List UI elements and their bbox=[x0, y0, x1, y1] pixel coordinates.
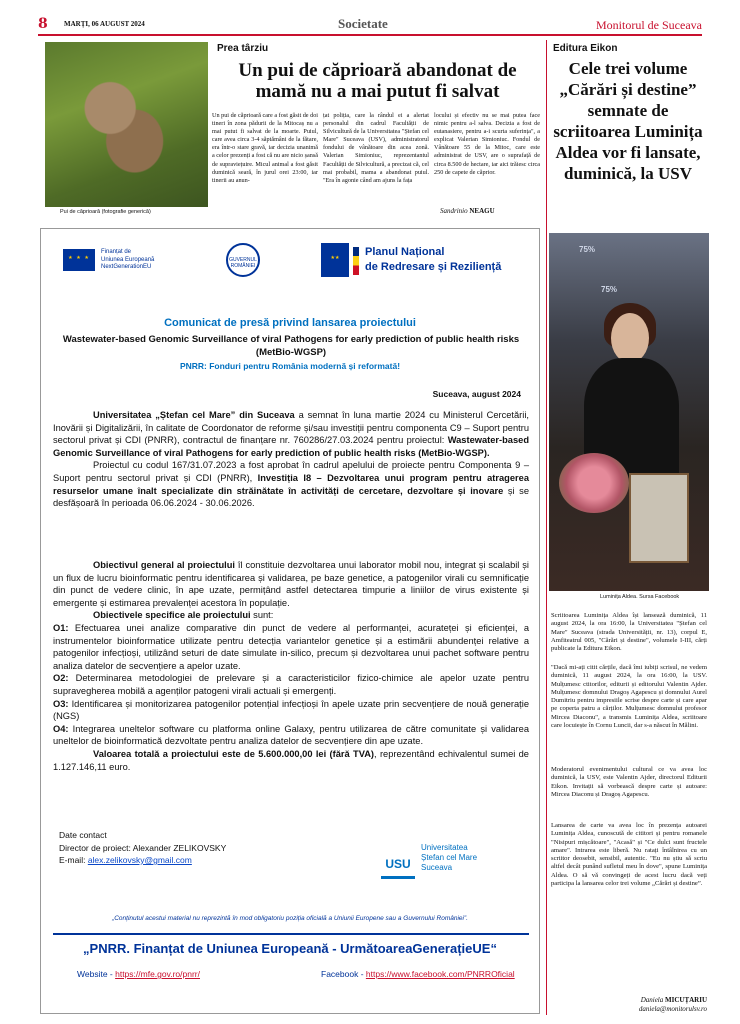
article2-paragraph: "Dacă mi-ați citit cărțile, dacă îmi iubiți scrisul, ne vedem duminică, 11 august 2024, la ora 16:00, la USV. Mulțumesc ctitorilor, editurii și editorului Valentin Ajder. Mulțumesc domnului Dragoș Agapescu și domnului Aurel Dumitriu pentru impresiile scrise despre carte și care apar pe coperta patru a cărților. Mulțumesc domnului profesor Mircea Diaconu", a transmis Luminița Aldea, scriitoare care locuiește în Cornu Luncii, dar s-a născut în Mălini. bbox=[551, 664, 707, 730]
eu-stars: ★ ★ ★ bbox=[68, 255, 90, 261]
objective-item bbox=[53, 672, 529, 697]
text: Determinarea metodologiei de prelevare și a caracteristicilor fizico-chimice ale apelor uzate pentru supravegherea mobilă a agenților patogeni virali actuali și emergenți. bbox=[53, 673, 529, 696]
byline-last: NEAGU bbox=[469, 207, 495, 215]
usv-line: Universitatea bbox=[421, 843, 468, 852]
pnrr-flag-icon bbox=[321, 243, 349, 277]
objective-item bbox=[53, 723, 529, 748]
usv-line: Ștefan cel Mare bbox=[421, 853, 478, 862]
section-title: Societate bbox=[338, 16, 388, 31]
pnrr-label bbox=[365, 245, 501, 275]
fawn-photo-caption: Pui de căprioară (fotografie generică) bbox=[60, 209, 151, 215]
eu-line: NextGenerationEU bbox=[101, 264, 152, 270]
eu-line: Finanțat de bbox=[101, 249, 132, 255]
byline-email: daniela@monitorulsv.ro bbox=[638, 1005, 707, 1013]
contact-email-link[interactable]: alex.zelikovsky@gmail.com bbox=[87, 855, 192, 865]
facebook-label: Facebook - bbox=[321, 969, 366, 979]
bold-text: Wastewater-based Genomic Surveillance of viral Pathogens for early prediction of public health risks (MetBio-WGSP). bbox=[53, 435, 529, 458]
usv-label bbox=[421, 843, 477, 873]
pnrr-stars: ★★ bbox=[330, 255, 340, 261]
contact-line: Director de proiect: Alexander ZELIKOVSKY bbox=[59, 842, 227, 853]
article1-byline bbox=[440, 207, 495, 215]
objective-item bbox=[53, 698, 529, 723]
article1-col3: locului și efectiv nu se mai putea face nimic pentru a-l salva. Decizia a fost de eutanasiere, pentru a-i scurta suferința", a explicat Valerian Simioniuc. Fondul de Vânătoare 55 de la Mitoc, care este administrat de USV, are o suprafață de circa 8.500 de hectare, iar aici trăiesc circa 250 de capete de căprior. bbox=[434, 112, 540, 176]
issue-date: MARȚI, 06 AUGUST 2024 bbox=[64, 20, 145, 28]
bold-text: O3: bbox=[53, 698, 69, 709]
article2-paragraph: Scriitoarea Luminița Aldea își lansează duminică, 11 august 2024, la ora 16:00, la Universitatea "Ștefan cel Mare" Suceava (strada Universității, nr. 13), corpul E, Amfiteatrul 005, "Cărări și destine", volumele I-III, cărți publicate la Editura Eikon. bbox=[551, 612, 707, 653]
release-paragraph bbox=[53, 559, 529, 609]
byline-first: Sandrinio bbox=[440, 207, 468, 215]
byline-last: MICUȚARIU bbox=[665, 996, 707, 1004]
fawn-photo bbox=[45, 42, 208, 207]
eu-line: Uniunea Europeană bbox=[101, 256, 155, 263]
facebook-entry bbox=[321, 969, 515, 979]
photo-face bbox=[611, 313, 649, 363]
article1-col1: Un pui de căprioară care a fost găsit de doi tineri în zona pădurii de la Mitocaș nu a mai putut fi salvat de la moarte. Puiul, care avea circa 3-4 săptămâni de la fătare, era într-o stare gravă, iar decizia unanimă a celor prezenți a fost că nu are nicio șansă de supraviețuire. Micul animal a fost găsit duminică seară, în jurul orei 23:00, iar tinerii au anun- bbox=[212, 112, 319, 184]
pnrr-line: de Redresare și Reziliență bbox=[365, 261, 502, 273]
release-date: Suceava, august 2024 bbox=[432, 389, 521, 399]
article2-paragraph: Moderatorul evenimentului cultural ce va avea loc duminică, la USV, este Valentin Ajder, directorul Editurii Eikon. Invitații să vorbească despre carte și autoare: Mircea Diaconu și Dragoș Agapescu. bbox=[551, 766, 707, 798]
press-release-box bbox=[40, 228, 540, 1014]
bold-text: Valoarea totală a proiectului este de 5.600.000,00 lei (fără TVA) bbox=[93, 748, 375, 759]
text: sunt: bbox=[250, 610, 274, 621]
article2-title: Cele trei volume „Cărări și destine” semnate de scriitoarea Luminița Aldea vor fi lansate, duminică, la USV bbox=[553, 59, 703, 183]
project-title: Wastewater-based Genomic Surveillance of viral Pathogens for early prediction of public health risks (MetBio-WGSP) bbox=[62, 334, 520, 358]
author-photo-caption: Luminița Aldea. Sursa Facebook bbox=[600, 594, 680, 600]
bold-text: Investiția I8 – Dezvoltarea unui program pentru atragerea resurselor umane înalt specializate din străinătate în activități de cercetare, dezvoltare și inovare bbox=[53, 472, 529, 496]
text: îl constituie dezvoltarea unui laborator mobil nou, integrat și scalabil și un flux de lucru bioinformatic pentru identificarea și validarea, pe baze genetice, a patogenilor virali cu semnificație din punct de vedere clinic, în ape uzate, permițând astfel detectarea timpurie a liniilor de virus existente și emergente și estimarea prevalenței acestora în populație. bbox=[53, 560, 529, 608]
text: Proiectul cu codul 167/31.07.2023 a fost aprobat în cadrul apelului de proiecte pentru Componenta 9 – Suport pentru sectorul privat și CDI (PNRR), bbox=[53, 460, 529, 483]
article2-byline bbox=[551, 996, 707, 1014]
bold-text: O1: bbox=[53, 622, 69, 633]
contact-block bbox=[59, 829, 226, 867]
government-crest-icon: GUVERNUL ROMÂNIEI bbox=[226, 243, 260, 277]
website-entry bbox=[77, 969, 200, 979]
article2-paragraph: Lansarea de carte va avea loc în prezența autoarei Luminița Aldea, cunoscută de cititori și pentru romanele "Nisipuri mișcătoare", "Acasă" și "Ce dulci sunt fructele amare". Intrarea este liberă. Nu ratați întâlnirea cu un scriitor deosebit, sensibil, autentic. "Eu nu știu să scriu altfel decât punând sufletul meu în dove", spune Luminița Aldea. O să vă convingeți de acest lucru dacă veți participa la lansarea celor trei volume „Cărări și destine”. bbox=[551, 822, 707, 888]
text: Integrarea uneltelor software cu platforma online Galaxy, pentru utilizarea de către comunitate și validarea uneltelor de bioinformatică dezvoltate pentru analiza datelor de secvențiere din ape uzate. bbox=[53, 723, 529, 747]
release-heading: Comunicat de presă privind lansarea proiectului bbox=[164, 317, 416, 329]
text: și se desfășoară în perioada 06.06.2024 - 30.06.2026. bbox=[53, 485, 529, 509]
footer-links bbox=[77, 969, 527, 979]
publication-name: Monitorul de Suceava bbox=[596, 18, 702, 32]
article1-title: Un pui de căprioară abandonat de mamă nu a mai putut fi salvat bbox=[238, 60, 517, 102]
article1-body bbox=[212, 112, 540, 185]
release-paragraph bbox=[53, 459, 529, 509]
article1-kicker: Prea târziu bbox=[217, 43, 269, 54]
release-body bbox=[53, 409, 529, 510]
disclaimer: „Conținutul acestui material nu reprezintă în mod obligatoriu poziția oficială a Uniunii Europene sau a Guvernului României”. bbox=[112, 915, 468, 922]
text: , reprezentând echivalentul sumei de 1.127.146,11 euro. bbox=[53, 748, 529, 772]
facebook-link[interactable]: https://www.facebook.com/PNRROficial bbox=[365, 969, 515, 979]
article1-col2: țat poliția, care la rândul ei a alertat personalul din cadrul Facultății de Silvicultură de la Universitatea "Ștefan cel Mare" Suceava (USV), administratorul fondului de vânătoare din acea zonă. Valerian Simioniuc, reprezentantul Facultății de Silvicultură, a precizat că, cel mai probabil, mama a abandonat puiul. "Era în agonie când am ajuns la fața bbox=[323, 112, 429, 184]
bold-text: O4: bbox=[53, 723, 69, 734]
footer-divider bbox=[53, 933, 529, 935]
page-header bbox=[38, 16, 702, 36]
usv-line: Suceava bbox=[421, 863, 453, 872]
email-label: E-mail: bbox=[59, 855, 88, 865]
author-photo bbox=[549, 233, 709, 591]
text: a semnat în luna martie 2024 cu Ministerul Cercetării, Inovării și Digitalizării, în calitate de Coordonator de reforme și/sau investiții pentru componenta C9 – Suport pentru sectorul privat și CDI (PNRR), contractul de finanțare nr. 760286/27.03.2024 pentru proiectul: bbox=[53, 410, 529, 446]
eu-flag-icon bbox=[63, 249, 95, 271]
eu-funding-label bbox=[101, 249, 154, 272]
romania-tricolor-icon bbox=[353, 247, 359, 275]
bold-text: Universitatea „Ștefan cel Mare” din Suceava bbox=[93, 410, 295, 420]
footer-title: „PNRR. Finanțat de Uniunea Europeană - UrmătoareaGenerațieUE“ bbox=[83, 941, 497, 956]
bold-text: Obiectivul general al proiectului bbox=[93, 560, 236, 570]
text: Identificarea și monitorizarea patogenilor potențial infecțioși în apele uzate prin secvențiere de nouă generație (NGS) bbox=[53, 698, 529, 722]
website-link[interactable]: https://mfe.gov.ro/pnrr/ bbox=[115, 969, 200, 979]
release-slogan: PNRR: Fonduri pentru România modernă și reformată! bbox=[179, 361, 401, 371]
release-paragraph bbox=[53, 748, 529, 773]
usv-logo-icon: USU bbox=[381, 849, 415, 879]
photo-flowers bbox=[559, 453, 629, 513]
page-number: 8 bbox=[38, 16, 48, 32]
bold-text: O2: bbox=[53, 673, 69, 684]
release-objectives bbox=[53, 559, 529, 773]
byline-first: Daniela bbox=[640, 996, 664, 1004]
bold-text: Obiectivele specifice ale proiectului bbox=[93, 610, 251, 621]
release-paragraph bbox=[53, 409, 529, 459]
contact-line bbox=[59, 854, 226, 867]
release-paragraph bbox=[53, 609, 529, 622]
text: Efectuarea unei analize comparative din punct de vedere al performanței, acurateței și eficienței, a instrumentelor bioinformatice utilizate pentru detecția variantelor genetice și a estimării abundenței relative a patogenilor infecțioși, utilizând seturi de date simulate in-silico, precum și dezvoltarea unui pachet software pentru analiza datelor de secvențiere a apelor uzate. bbox=[53, 622, 529, 671]
contact-line: Date contact bbox=[59, 830, 107, 840]
photo-book bbox=[629, 473, 689, 563]
photo-sign-text: 75% bbox=[579, 245, 596, 254]
pnrr-line: Planul Național bbox=[365, 246, 445, 258]
website-label: Website - bbox=[77, 969, 116, 979]
article2-kicker: Editura Eikon bbox=[553, 43, 618, 54]
photo-sign-text: 75% bbox=[601, 285, 618, 294]
objective-item bbox=[53, 622, 529, 672]
column-divider bbox=[546, 40, 547, 1015]
